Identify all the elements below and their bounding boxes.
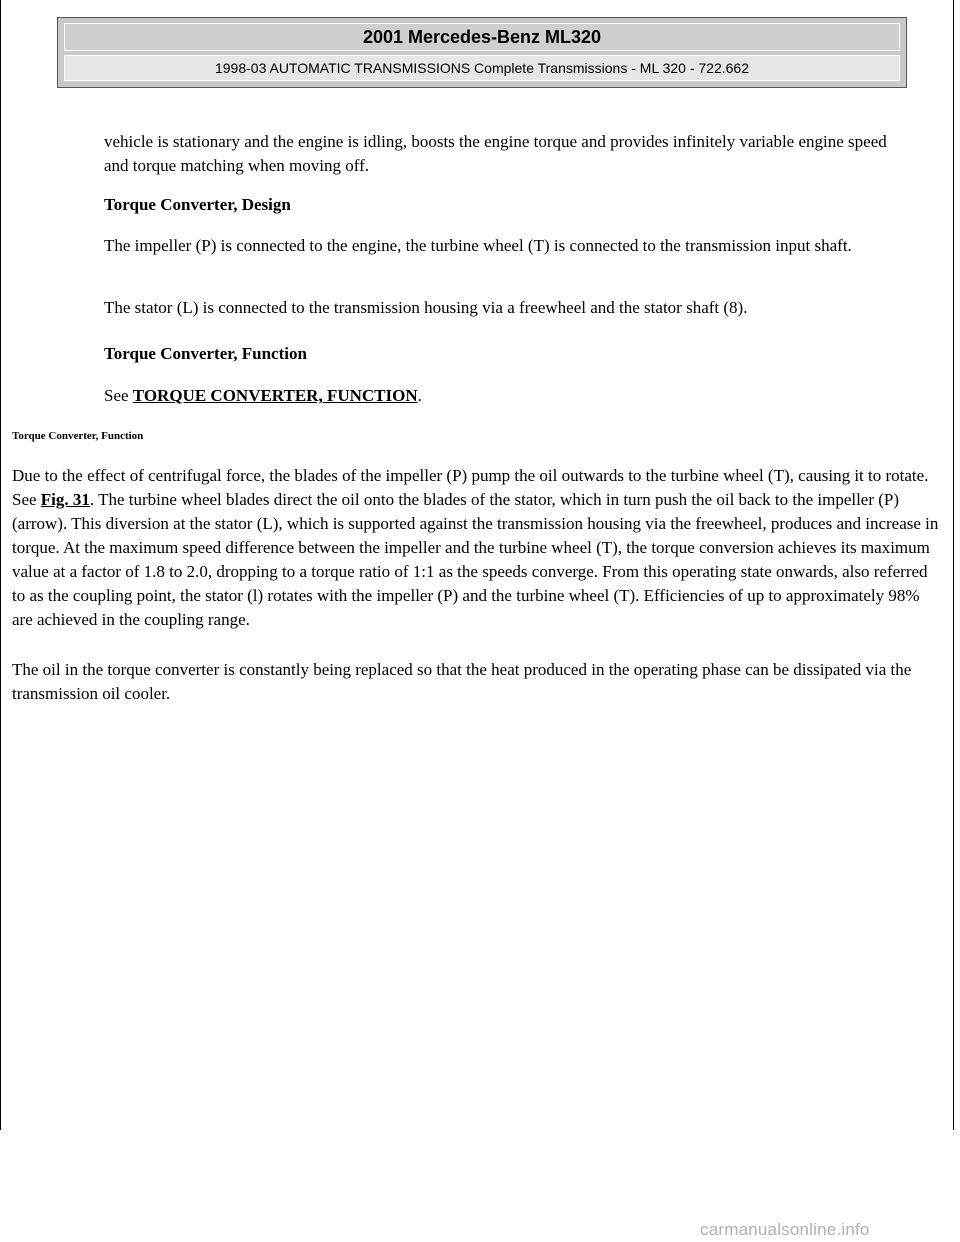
- header-title: 2001 Mercedes-Benz ML320: [64, 23, 900, 51]
- see-suffix: .: [417, 386, 422, 405]
- page-right-border: [953, 0, 954, 1130]
- see-reference: [104, 384, 904, 408]
- function-subheading: Torque Converter, Function: [12, 430, 144, 442]
- section-heading-function: Torque Converter, Function: [104, 344, 307, 363]
- watermark: carmanualsonline.info: [700, 1220, 870, 1239]
- see-prefix: See: [104, 386, 133, 405]
- section-heading-design: Torque Converter, Design: [104, 195, 291, 214]
- page-left-border: [0, 0, 1, 1130]
- function-text-part-1: Due to the effect of centrifugal force, the blades of the impeller (P) pump the oil outwards to the turbine wheel (T), causing it to rotate. See: [12, 466, 929, 509]
- oil-paragraph: The oil in the torque converter is constantly being replaced so that the heat produced in the operating phase can be dissipated via the transmission oil cooler.: [12, 660, 912, 703]
- torque-converter-function-link[interactable]: TORQUE CONVERTER, FUNCTION: [132, 386, 418, 405]
- function-text-part-2: . The turbine wheel blades direct the oil onto the blades of the stator, which in turn push the oil back to the impeller (P) (arrow). This diversion at the stator (L), which is supported against the transmission housing via the freewheel, produces and increase in torque. At the maximum speed difference between the impeller and the turbine wheel (T), the torque conversion achieves its maximum value at a factor of 1.8 to 2.0, dropping to a torque ratio of 1:1 as the speeds converge. From this operating state onwards, also referred to as the coupling point, the stator (l) rotates with the impeller (P) and the turbine wheel (T). Efficiencies of up to approximately 98% are achieved in the coupling range.: [12, 490, 939, 629]
- header-subtitle: 1998-03 AUTOMATIC TRANSMISSIONS Complete Transmissions - ML 320 - 722.662: [64, 55, 900, 81]
- design-paragraph-2: The stator (L) is connected to the transmission housing via a freewheel and the stator shaft (8).: [104, 298, 748, 317]
- intro-paragraph: vehicle is stationary and the engine is idling, boosts the engine torque and provides infinitely variable engine speed and torque matching when moving off.: [104, 132, 887, 175]
- design-paragraph-1: The impeller (P) is connected to the engine, the turbine wheel (T) is connected to the transmission input shaft.: [104, 236, 852, 255]
- document-header: [57, 17, 907, 88]
- fig-31-link[interactable]: Fig. 31: [40, 490, 90, 509]
- function-paragraph: [12, 464, 942, 632]
